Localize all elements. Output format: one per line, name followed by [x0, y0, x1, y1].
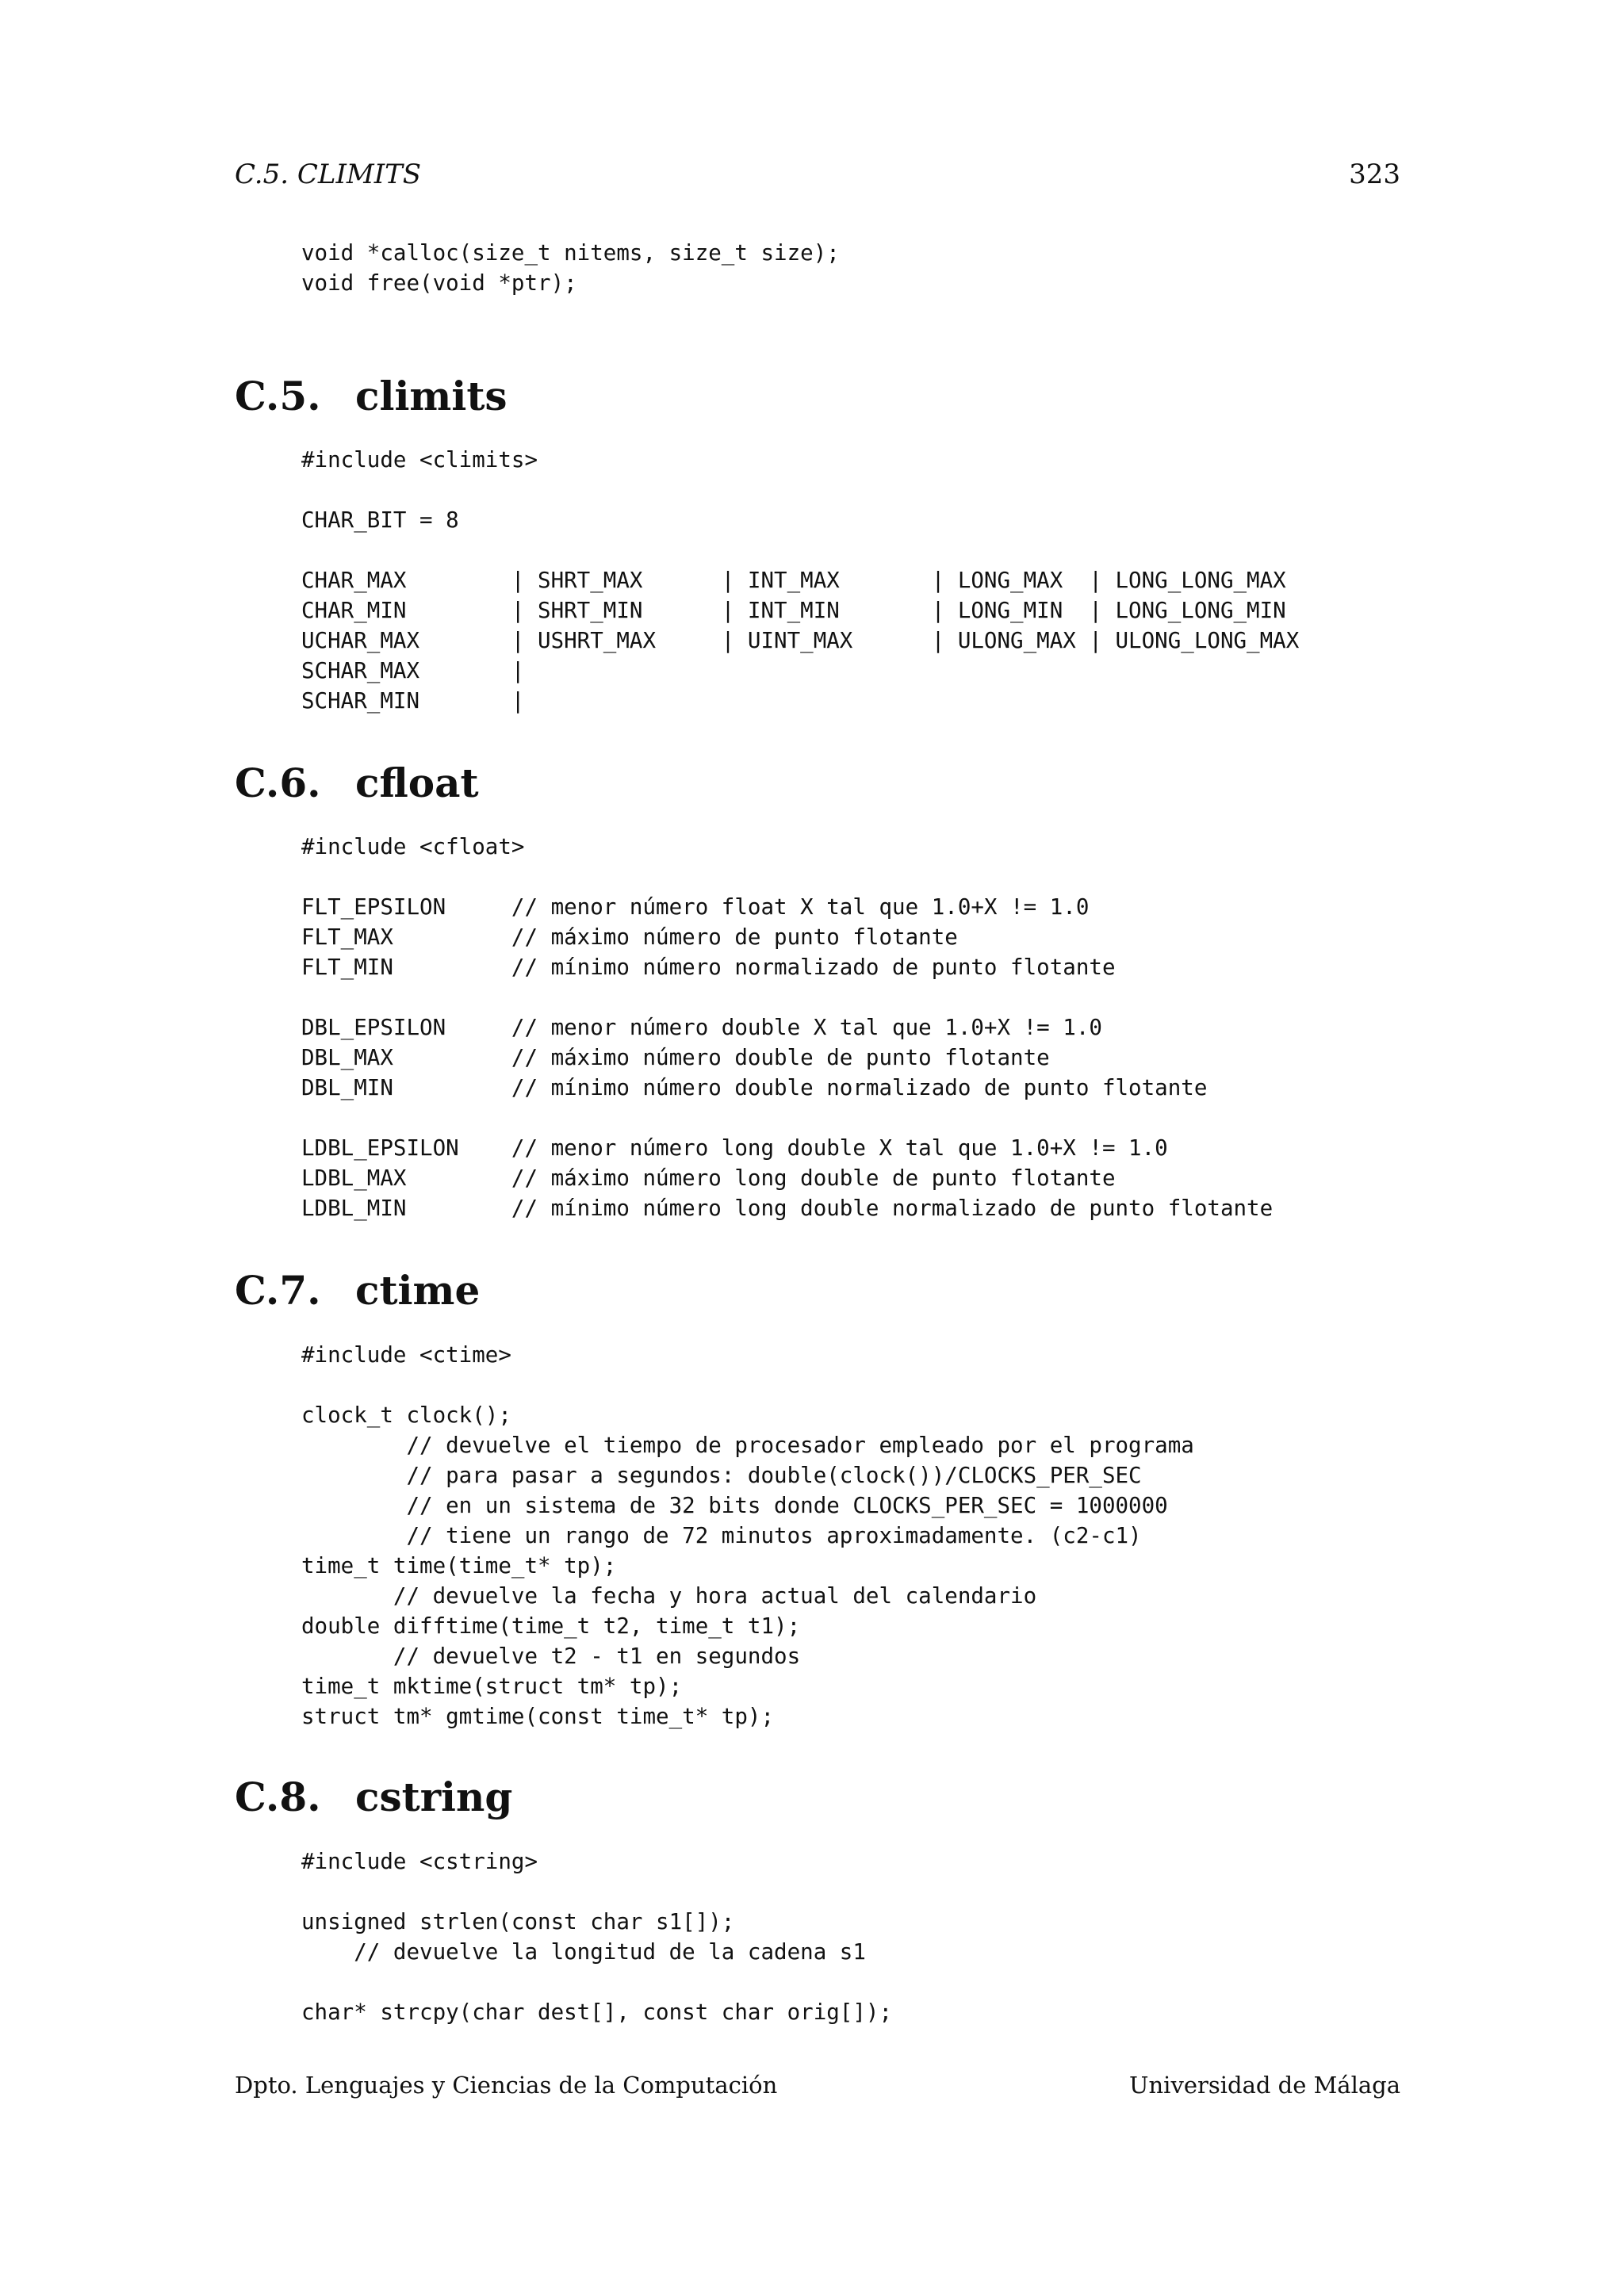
section-title: ctime [355, 1267, 481, 1314]
section-number: C.6. [235, 760, 321, 806]
section-number: C.5. [235, 373, 321, 419]
footer-university: Universidad de Málaga [1129, 2072, 1400, 2099]
page-footer [235, 2069, 1400, 2101]
code-block-climits: #include <climits> CHAR_BIT = 8 CHAR_MAX | SHRT_MAX | INT_MAX | LONG_MAX | LONG_LONG_MAX CHAR_MIN | SHRT_MIN | INT_MIN | LONG_MIN | LONG_LONG_MIN UCHAR_MAX | USHRT_MAX | UINT_MAX | ULONG_MAX | ULONG_LONG_MAX SCHAR_MAX | SCHAR_MIN | [301, 447, 1300, 714]
running-header-title: C.5. CLIMITS [235, 159, 422, 190]
section-heading-ctime [235, 1265, 480, 1316]
running-header [235, 155, 1400, 193]
section-number: C.8. [235, 1774, 321, 1820]
code-block-cfloat: #include <cfloat> FLT_EPSILON // menor número float X tal que 1.0+X != 1.0 FLT_MAX // máximo número de punto flotante FLT_MIN // mínimo número normalizado de punto flotante DBL_EPSILON // menor número double X tal que 1.0+X != 1.0 DBL_MAX // máximo número double de punto flotante DBL_MIN // mínimo número double normalizado de punto flotante LDBL_EPSILON // menor número long double X tal que 1.0+X != 1.0 LDBL_MAX // máximo número long double de punto flotante LDBL_MIN // mínimo número long double normalizado de punto flotante [301, 834, 1274, 1221]
code-block-stdlib-tail: void *calloc(size_t nitems, size_t size); void free(void *ptr); [301, 240, 840, 296]
section-title: climits [355, 373, 508, 419]
section-title: cfloat [355, 760, 479, 806]
page-number: 323 [1349, 159, 1400, 190]
section-number: C.7. [235, 1267, 321, 1314]
footer-department: Dpto. Lenguajes y Ciencias de la Computación [235, 2072, 778, 2099]
section-heading-climits [235, 371, 508, 422]
section-heading-cstring [235, 1772, 512, 1823]
code-block-cstring: #include <cstring> unsigned strlen(const char s1[]); // devuelve la longitud de la cadena s1 char* strcpy(char dest[], const char orig[]); [301, 1849, 893, 2025]
code-block-ctime: #include <ctime> clock_t clock(); // devuelve el tiempo de procesador empleado por el programa // para pasar a segundos: double(clock())/CLOCKS_PER_SEC // en un sistema de 32 bits donde CLOCKS_PER_SEC = 1000000 // tiene un rango de 72 minutos aproximadamente. (c2-c1) time_t time(time_t* tp); // devuelve la fecha y hora actual del calendario double difftime(time_t t2, time_t t1); // devuelve t2 - t1 en segundos time_t mktime(struct tm* tp); struct tm* gmtime(const time_t* tp); [301, 1342, 1194, 1729]
section-title: cstring [355, 1774, 513, 1820]
section-heading-cfloat [235, 758, 479, 809]
